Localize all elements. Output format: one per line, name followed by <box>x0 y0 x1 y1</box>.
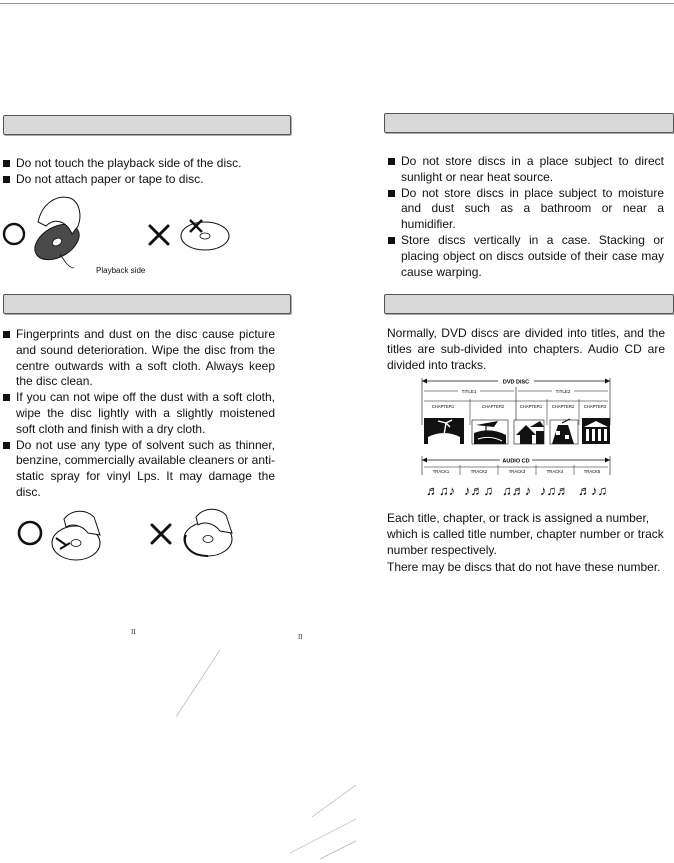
structure-outro: Each title, chapter, or track is assigned a number, which is called title number, chapter number or track number respectively. <box>387 511 664 558</box>
track-label: TRACK5 <box>583 469 601 474</box>
list-item: Fingerprints and dust on the disc cause picture and sound deterioration. Wipe the disc from the centre outwards with a soft cloth. Always keep the disc clean. <box>3 327 275 390</box>
music-notes-icon: ♪♬♫ <box>464 483 494 498</box>
track-label: TRACK1 <box>432 469 450 474</box>
music-notes-icon: ♪♫♬ <box>540 483 570 498</box>
list-item: Do not store discs in place subject to moisture and dust such as a bathroom or near a humidifier. <box>388 186 664 233</box>
ok-circle-icon <box>19 522 41 544</box>
chapter-label: CHAPTER2 <box>481 404 505 409</box>
audio-cd-label: AUDIO CD <box>502 458 530 465</box>
chapter-picture <box>550 419 578 444</box>
chapter-picture <box>582 418 610 444</box>
list-item: Do not use any type of solvent such as thinner, benzine, commercially available cleaners or anti-static spray for vinyl Lps. It may damage the disc. <box>3 438 275 501</box>
list-item: Do not store discs in a place subject to direct sunlight or near heat source. <box>388 154 664 186</box>
list-item: Do not attach paper or tape to disc. <box>3 172 293 188</box>
chapter-picture <box>472 420 508 444</box>
cleaning-list <box>3 327 275 501</box>
storage-list <box>388 154 664 280</box>
section-header-storage <box>384 113 674 133</box>
dvd-disc-label: DVD DISC <box>502 379 530 386</box>
chapter-picture <box>424 418 464 444</box>
ok-circle-icon <box>4 224 24 244</box>
cleaning-illustration <box>0 505 290 575</box>
chapter-label: CHAPTER3 <box>583 404 607 409</box>
page-mark: II <box>298 633 303 641</box>
list-item: If you can not wipe off the dust with a soft cloth, wipe the disc lightly with a slightly moistened soft cloth and finish with a dry cloth. <box>3 390 275 437</box>
handling-list <box>3 156 293 188</box>
disc-structure-diagram <box>420 375 612 500</box>
cross-icon <box>150 226 168 244</box>
music-notes-icon: ♬♫♪ <box>426 483 456 498</box>
track-label: TRACK2 <box>470 469 488 474</box>
page-mark: II <box>131 628 136 636</box>
section-header-structure <box>384 294 674 314</box>
stray-lines <box>170 645 370 863</box>
chapter-label: CHAPTER1 <box>519 404 543 409</box>
structure-note: There may be discs that do not have these number. <box>387 560 661 574</box>
chapter-label: CHAPTER2 <box>551 404 575 409</box>
list-item: Do not touch the playback side of the disc. <box>3 156 293 172</box>
title-label: TITLE2 <box>555 389 571 394</box>
top-rule <box>0 3 674 4</box>
section-header-cleaning <box>3 294 291 314</box>
cross-icon <box>152 525 170 543</box>
track-label: TRACK3 <box>508 469 526 474</box>
section-header-handling <box>3 115 291 135</box>
title-label: TITLE1 <box>461 389 477 394</box>
music-notes-icon: ♬♪♫ <box>578 483 608 498</box>
chapter-label: CHAPTER1 <box>431 404 455 409</box>
list-item: Store discs vertically in a case. Stacking or placing object on discs outside of their case may cause warping. <box>388 233 664 280</box>
track-label: TRACK4 <box>546 469 564 474</box>
chapter-picture <box>514 420 544 444</box>
playback-side-caption: Playback side <box>96 266 146 275</box>
music-notes-icon: ♫♬♪ <box>502 483 532 498</box>
structure-intro: Normally, DVD discs are divided into titles, and the titles are sub-divided into chapters. Audio CD are divided into tracks. <box>387 326 665 373</box>
